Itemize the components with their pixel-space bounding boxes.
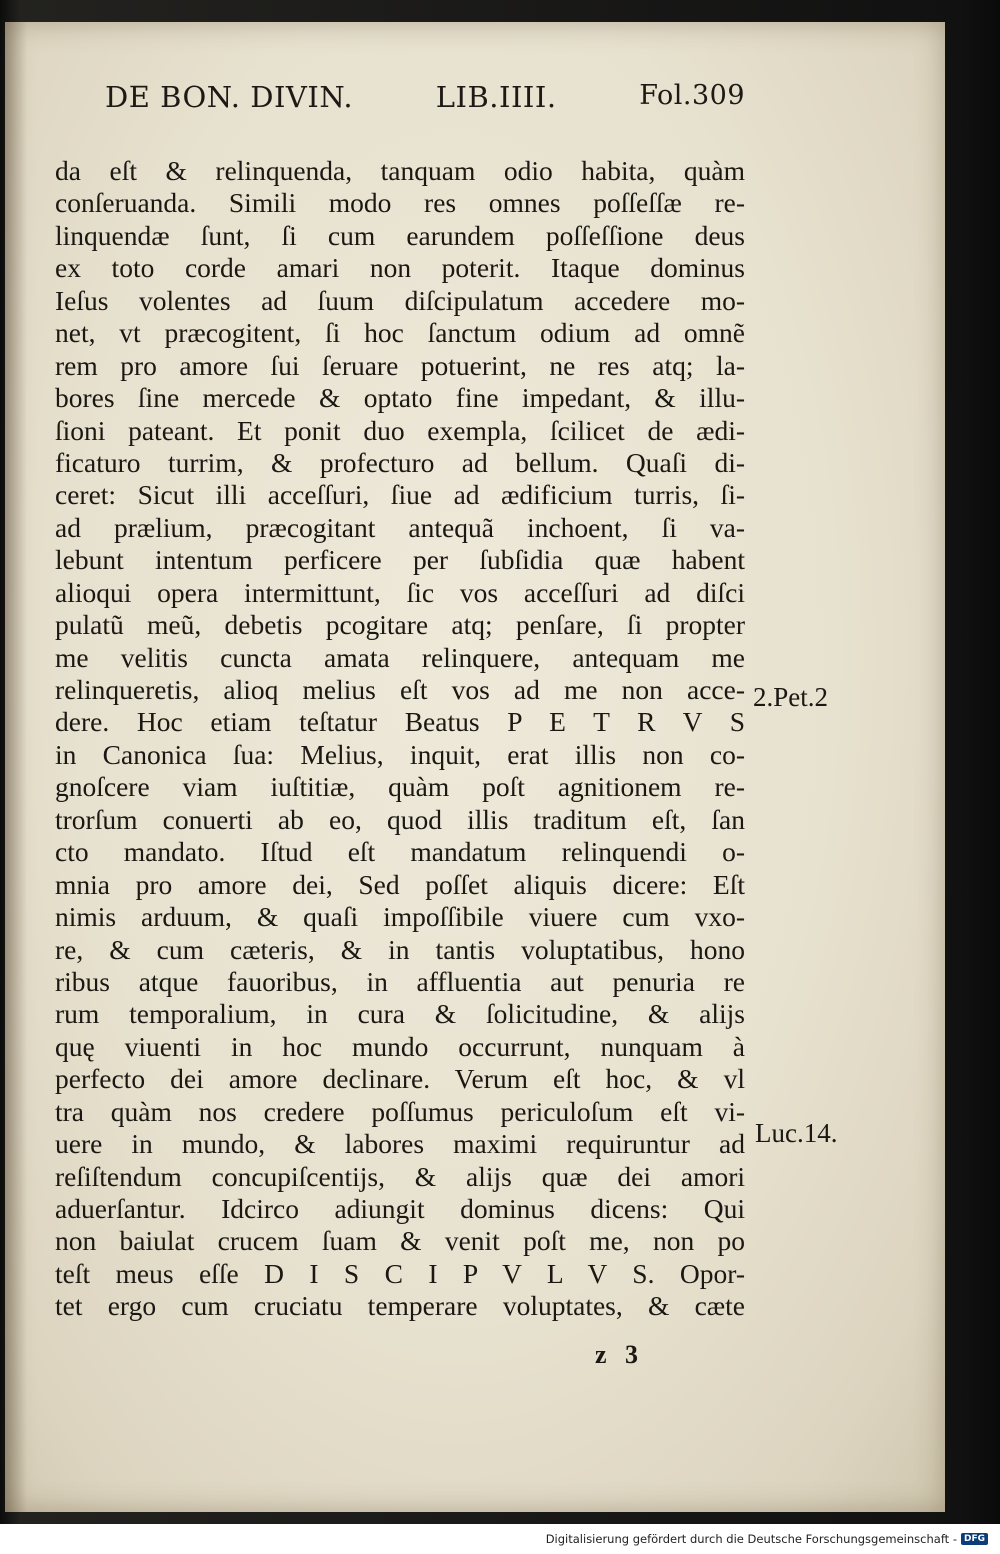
text-line: in Canonica ſua: Melius, inquit, erat illis non co- — [55, 738, 745, 770]
spine-shadow — [5, 22, 27, 1512]
text-line: nimis arduum, & quaſi impoſſibile viuere cum vxo- — [55, 901, 745, 933]
text-line: ex toto corde amari non poterit. Itaque dominus — [55, 252, 745, 284]
text-line: uere in mundo, & labores maximi requiruntur ad — [55, 1128, 745, 1160]
text-line: me velitis cuncta amata relinquere, antequam me — [55, 641, 745, 673]
book-page — [5, 22, 945, 1512]
signature-mark: z 3 — [595, 1340, 645, 1369]
running-head — [105, 80, 745, 114]
dfg-logo-icon: DFG — [961, 1533, 988, 1545]
text-line: tra quàm nos credere poſſumus periculoſum eſt vi- — [55, 1095, 745, 1127]
text-line: aduerſantur. Idcirco adiungit dominus dicens: Qui — [55, 1193, 745, 1224]
text-line: trorſum conuerti ab eo, quod illis traditum eſt, ſan — [55, 803, 745, 835]
running-head-book: LIB.IIII. — [435, 80, 557, 114]
marginal-note-luc: Luc.14. — [755, 1118, 838, 1148]
footer-credit: Digitalisierung gefördert durch die Deutsche Forschungsgemeinschaft - — [545, 1532, 957, 1546]
text-line: bores ſine mercede & optato fine impedant, & illu- — [55, 382, 745, 414]
text-line: perfecto dei amore declinare. Verum eſt hoc, & vl — [55, 1063, 745, 1095]
text-line: ficaturo turrim, & profecturo ad bellum. Quaſi di- — [55, 446, 745, 478]
text-line: ribus atque fauoribus, in affluentia aut penuria re — [55, 965, 745, 997]
text-line: dere. Hoc etiam teſtatur Beatus P E T R V S — [55, 706, 745, 738]
text-line: tet ergo cum cruciatu temperare voluptates, & cæte — [55, 1290, 745, 1322]
text-line: ad prælium, præcogitant antequã inchoent, ſi va- — [55, 511, 745, 543]
text-line: net, vt præcogitent, ſi hoc ſanctum odium ad omnẽ — [55, 317, 745, 349]
text-line: lebunt intentum perficere per ſubſidia quæ habent — [55, 544, 745, 576]
text-line: ceret: Sicut illi acceſſuri, ſiue ad ædificium turris, ſi- — [55, 479, 745, 511]
text-line: Ieſus volentes ad ſuum diſcipulatum accedere mo- — [55, 284, 745, 316]
text-line: reſiſtendum concupiſcentijs, & alijs quæ dei amori — [55, 1160, 745, 1192]
text-line: rum temporalium, in cura & ſolicitudine, & alijs — [55, 998, 745, 1030]
text-line: da eſt & relinquenda, tanquam odio habita, quàm — [55, 155, 745, 186]
text-line: gnoſcere viam iuſtitiæ, quàm poſt agnitionem re- — [55, 771, 745, 803]
body-text — [55, 155, 745, 1323]
text-line: relinqueretis, alioq melius eſt vos ad me non acce- — [55, 674, 745, 705]
running-head-title: DE BON. DIVIN. — [105, 80, 354, 114]
text-line: cto mandato. Iſtud eſt mandatum relinquendi o- — [55, 836, 745, 868]
text-line: mnia pro amore dei, Sed poſſet aliquis dicere: Eſt — [55, 868, 745, 900]
text-line: non baiulat crucem ſuam & venit poſt me, non po — [55, 1225, 745, 1257]
text-line: quę viuenti in hoc mundo occurrunt, nunquam à — [55, 1030, 745, 1062]
text-line: ſioni pateant. Et ponit duo exempla, ſcilicet de ædi- — [55, 414, 745, 446]
text-line: pulatũ meũ, debetis pcogitare atq; penſare, ſi propter — [55, 609, 745, 641]
show-through-bleed — [775, 202, 905, 232]
digitization-footer — [0, 1524, 1000, 1554]
text-line: conſeruanda. Simili modo res omnes poſſeſſæ re- — [55, 187, 745, 219]
text-line: re, & cum cæteris, & in tantis voluptatibus, hono — [55, 933, 745, 965]
marginal-note-pet: 2.Pet.2 — [753, 682, 829, 712]
text-line: linquendæ ſunt, ſi cum earundem poſſeſſione deus — [55, 219, 745, 251]
text-line: alioqui opera intermittunt, ſic vos acceſſuri ad diſci — [55, 576, 745, 608]
folio-number: Fol.309 — [639, 80, 745, 111]
text-line: teſt meus eſſe D I S C I P V L V S. Opor- — [55, 1257, 745, 1289]
text-line: rem pro amore ſui ſeruare potuerint, ne res atq; la- — [55, 349, 745, 381]
